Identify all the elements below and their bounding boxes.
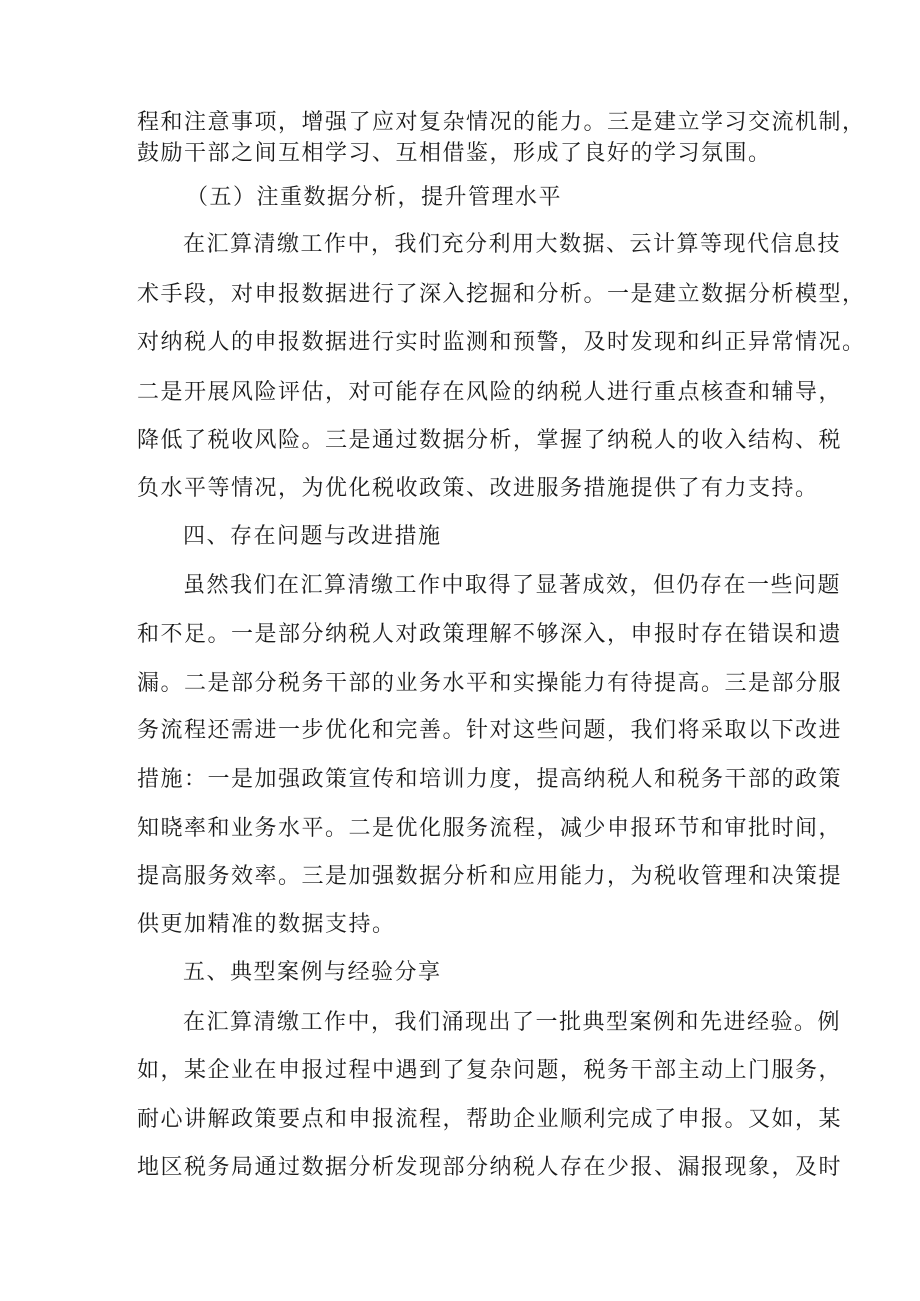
text-line: 提高服务效率。三是加强数据分析和应用能力，为税收管理和决策提 [137, 864, 843, 889]
text-line: 在汇算清缴工作中，我们充分利用大数据、云计算等现代信息技 [183, 232, 842, 257]
text-line: 和不足。一是部分纳税人对政策理解不够深入，申报时存在错误和遗 [137, 622, 843, 647]
text-line: 虽然我们在汇算清缴工作中取得了显著成效，但仍存在一些问题 [183, 573, 842, 598]
section-heading: 五、典型案例与经验分享 [183, 960, 442, 985]
text-line: 术手段，对申报数据进行了深入挖掘和分析。一是建立数据分析模型， [137, 282, 866, 307]
text-line: 在汇算清缴工作中，我们涌现出了一批典型案例和先进经验。例 [183, 1010, 842, 1035]
text-line: 供更加精准的数据支持。 [137, 912, 396, 937]
text-line: 务流程还需进一步优化和完善。针对这些问题，我们将采取以下改进 [137, 718, 843, 743]
text-line: 鼓励干部之间互相学习、互相借鉴，形成了良好的学习氛围。 [137, 141, 772, 166]
text-line: 漏。二是部分税务干部的业务水平和实操能力有待提高。三是部分服 [137, 671, 843, 696]
text-line: 对纳税人的申报数据进行实时监测和预警，及时发现和纠正异常情况。 [137, 330, 866, 355]
text-line: 措施：一是加强政策宣传和培训力度，提高纳税人和税务干部的政策 [137, 767, 843, 792]
text-line: 知晓率和业务水平。二是优化服务流程，减少申报环节和审批时间， [137, 816, 843, 841]
text-line: 程和注意事项，增强了应对复杂情况的能力。三是建立学习交流机制， [137, 110, 866, 135]
text-line: 耐心讲解政策要点和申报流程，帮助企业顺利完成了申报。又如，某 [137, 1107, 843, 1132]
text-line: 如，某企业在申报过程中遇到了复杂问题，税务干部主动上门服务， [137, 1058, 843, 1083]
text-line: 二是开展风险评估，对可能存在风险的纳税人进行重点核查和辅导， [137, 380, 843, 405]
text-line: 地区税务局通过数据分析发现部分纳税人存在少报、漏报现象，及时 [137, 1155, 843, 1180]
text-line: 降低了税收风险。三是通过数据分析，掌握了纳税人的收入结构、税 [137, 428, 843, 453]
section-heading: （五）注重数据分析，提升管理水平 [186, 185, 563, 210]
section-heading: 四、存在问题与改进措施 [183, 524, 442, 549]
text-line: 负水平等情况，为优化税收政策、改进服务措施提供了有力支持。 [137, 476, 819, 501]
